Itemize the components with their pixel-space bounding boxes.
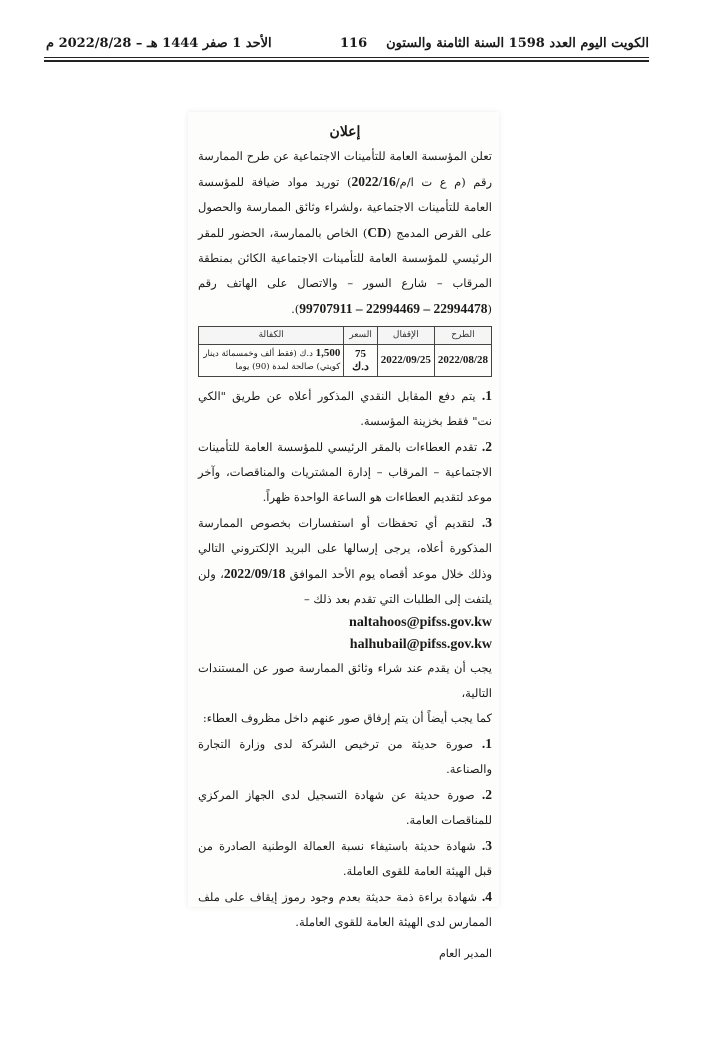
- header-divider-thick: [44, 60, 649, 62]
- header-publication: الكويت اليوم العدد 1598 السنة الثامنة والستون: [386, 36, 649, 51]
- list-item: [198, 782, 492, 833]
- col-header-release: الطرح: [434, 327, 491, 345]
- cell-price: 75 د.ك: [344, 345, 377, 377]
- col-header-closing: الإقفال: [377, 327, 434, 345]
- item-number: 3.: [481, 838, 492, 853]
- intro-text-4: ).: [291, 302, 300, 316]
- cell-release-date: 2022/08/28: [434, 345, 491, 377]
- intro-text-3: ) الخاص بالممارسة، الحضور للمقر الرئيسي للمؤسسة العامة للتأمينات الاجتماعية الكائن بمنطقة المرقاب – شارع السور – والاتصال على الهاتف رقم (: [198, 226, 492, 316]
- documents-intro-2: كما يجب أيضاً أن يتم إرفاق صور عنهم داخل مظروف العطاء:: [202, 711, 492, 725]
- signature: المدير العام: [438, 947, 492, 960]
- col-header-price: السعر: [344, 327, 377, 345]
- item-text: شهادة حديثة باستيفاء نسبة العمالة الوطنية الصادرة من قبل الهيئة العامة للقوى العاملة.: [198, 839, 492, 878]
- header-date: الأحد 1 صفر 1444 هـ – 2022/8/28 م: [46, 36, 272, 51]
- header-page-number: 116: [340, 36, 368, 51]
- intro-text-2: ) توريد مواد ضيافة للمؤسسة العامة للتأمينات الاجتماعية ،ولشراء وثائق الممارسة والحصول على القرص المدمج (: [198, 175, 492, 240]
- item-text: تقدم العطاءات بالمقر الرئيسي للمؤسسة العامة للتأمينات الاجتماعية – المرقاب – إدارة المشتريات والمناقصات، وآخر موعد لتقديم العطاءات هو الساعة الواحدة ظهراً.: [198, 440, 492, 504]
- email-link[interactable]: naltahoos@pifss.gov.kw: [349, 615, 492, 630]
- cell-guarantee: [199, 345, 344, 377]
- announcement-notice: [188, 112, 499, 960]
- tender-reference: 2022/16: [351, 174, 396, 189]
- notice-body: [198, 112, 492, 966]
- item-number: 1.: [481, 388, 492, 403]
- notice-title: إعلان: [329, 124, 361, 140]
- item-text: لتقديم أي تحفظات أو استفسارات بخصوص الممارسة المذكورة أعلاه، يرجى إرسالها على البريد الإلكتروني التالي وذلك خلال موعد أقصاه يوم الأحد الموافق: [198, 516, 492, 581]
- cell-closing-date: 2022/09/25: [377, 345, 434, 377]
- inquiry-deadline: 2022/09/18: [223, 566, 286, 581]
- list-item: [198, 383, 492, 434]
- item-text: صورة حديثة عن شهادة التسجيل لدى الجهاز المركزي للمناقصات العامة.: [198, 788, 492, 827]
- item-number: 1.: [481, 736, 492, 751]
- col-header-guarantee: الكفالة: [199, 327, 344, 345]
- phone-numbers: 22994478 – 22994469 – 99707911: [299, 301, 488, 316]
- guarantee-text: د.ك (فقط ألف وخمسمائة دينار كويتي) صالحة لمدة (90) يوما: [203, 349, 341, 372]
- list-item: [198, 434, 492, 510]
- item-text: شهادة براءة ذمة حديثة بعدم وجود رموز إيقاف على ملف الممارس لدى الهيئة العامة للقوى العاملة.: [198, 890, 492, 929]
- list-item: [198, 833, 492, 884]
- page-header: [44, 32, 649, 58]
- item-text: ، ولن يلتفت إلى الطلبات التي تقدم بعد ذلك –: [198, 567, 492, 606]
- item-text: صورة حديثة من ترخيص الشركة لدى وزارة التجارة والصناعة.: [198, 737, 492, 776]
- list-item: [198, 731, 492, 782]
- cd-label: CD: [367, 225, 387, 240]
- header-divider: [44, 57, 649, 58]
- documents-intro: يجب أن يقدم عند شراء وثائق الممارسة صور عن المستندات التالية،: [198, 661, 492, 700]
- intro-paragraph: [198, 144, 492, 322]
- table-header-row: [199, 327, 492, 345]
- tender-terms-table: [198, 326, 492, 377]
- item-number: 4.: [481, 889, 492, 904]
- item-text: يتم دفع المقابل النقدي المذكور أعلاه عن طريق "الكي نت" فقط بخزينة المؤسسة.: [198, 389, 492, 428]
- list-item: [198, 884, 492, 935]
- table-row: [199, 345, 492, 377]
- email-link[interactable]: halhubail@pifss.gov.kw: [349, 637, 492, 652]
- item-number: 3.: [481, 515, 492, 530]
- guarantee-amount: 1,500: [315, 347, 341, 359]
- intro-text-1: تعلن المؤسسة العامة للتأمينات الاجتماعية عن طرح الممارسة رقم (م ع ت ا/م/: [198, 149, 492, 189]
- item-number: 2.: [481, 439, 492, 454]
- list-item: [198, 510, 492, 612]
- item-number: 2.: [481, 787, 493, 802]
